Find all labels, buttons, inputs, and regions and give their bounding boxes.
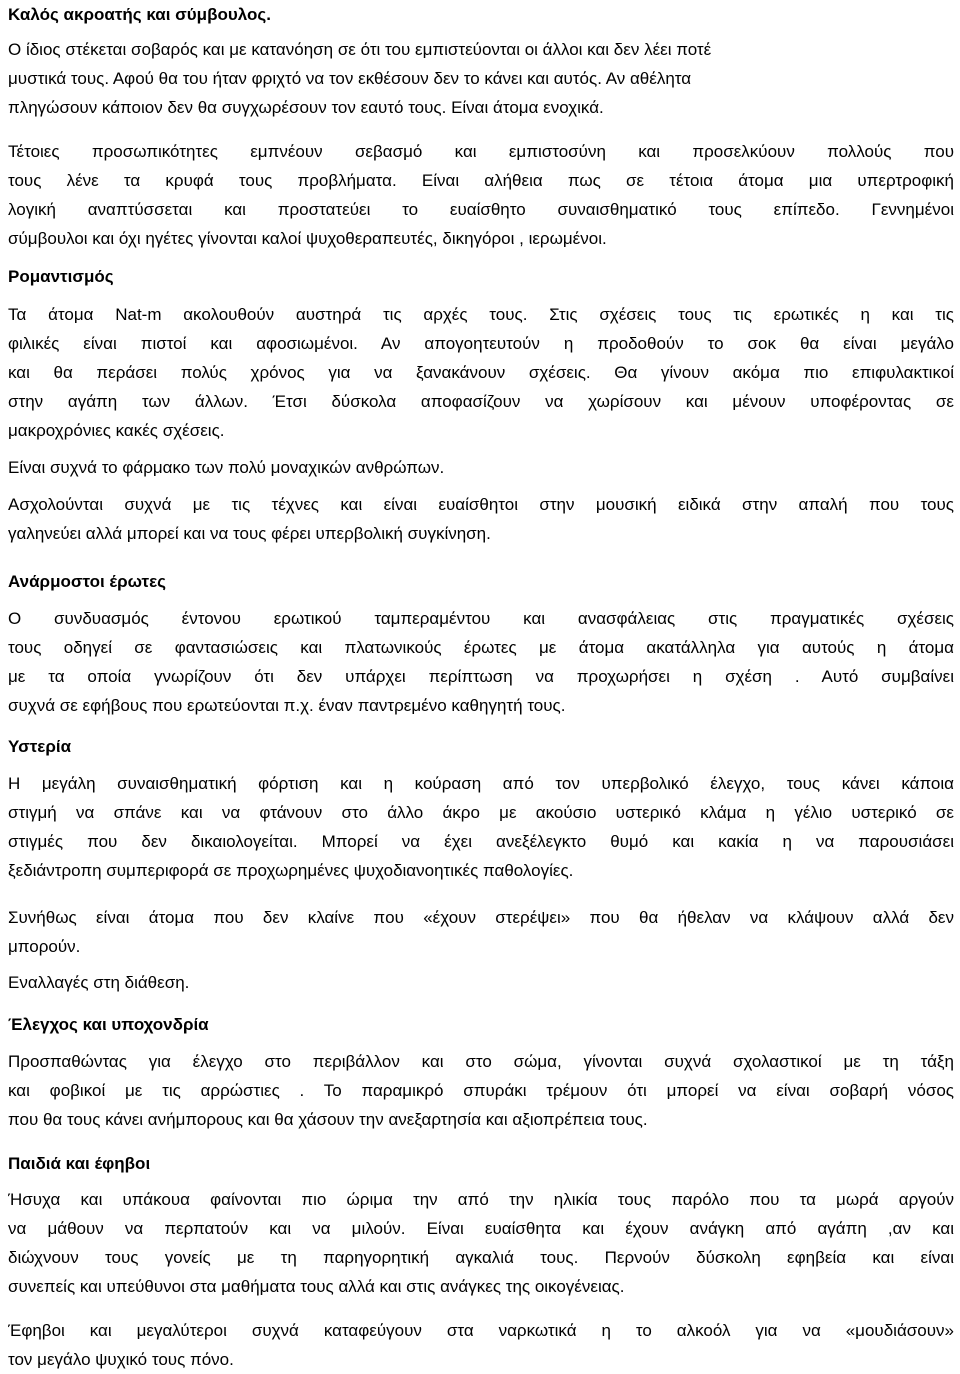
section-heading [8,567,954,596]
section-heading [8,1010,954,1039]
text-line: τους οδηγεί σε φαντασιώσεις και πλατωνικούς έρωτες με άτομα ακατάλληλα για αυτούς η άτομα [8,638,954,657]
section-heading [8,1149,954,1178]
text-line: συνεπείς και υπεύθυνοι στα μαθήματα τους αλλά και στις ανάγκες της οικογένειας. [8,1277,625,1296]
paragraph [8,453,954,482]
paragraph [8,1185,954,1301]
section-heading [8,0,954,29]
text-line: πληγώσουν κάποιον δεν θα συγχωρέσουν τον εαυτό τους. Είναι άτομα ενοχικά. [8,98,604,117]
text-line: Ασχολούνται συχνά με τις τέχνες και είναι ευαίσθητοι στην μουσική ειδικά στην απαλή που τους [8,495,954,514]
text-line: Είναι συχνά το φάρμακο των πολύ μοναχικών ανθρώπων. [8,458,445,477]
text-line: να μάθουν να περπατούν και να μιλούν. Είναι ευαίσθητα και έχουν ανάγκη από αγάπη ,αν και [8,1219,954,1238]
text-line: Καλός ακροατής και σύμβουλος. [8,5,271,24]
section-heading [8,262,954,291]
text-line: μακροχρόνιες κακές σχέσεις. [8,421,225,440]
text-line: στην αγάπη των άλλων. Έτσι δύσκολα αποφασίζουν να χωρίσουν και μένουν υποφέροντας σε [8,392,954,411]
text-line: Υστερία [8,737,72,756]
text-line: στιγμές που δεν δικαιολογείται. Μπορεί να έχει ανεξέλεγκτο θυμό και κακία η να παρουσιάσει [8,832,954,851]
paragraph [8,300,954,445]
paragraph [8,903,954,961]
text-line: Η μεγάλη συναισθηματική φόρτιση και η κούραση από τον υπερβολικό έλεγχο, τους κάνει κάποια [8,774,954,793]
text-line: Τέτοιες προσωπικότητες εμπνέουν σεβασμό και εμπιστοσύνη και προσελκύουν πολλούς που [8,142,954,161]
text-line: Εναλλαγές στη διάθεση. [8,973,190,992]
paragraph [8,968,954,997]
text-line: Ρομαντισμός [8,267,114,286]
text-line: και φοβικοί με τις αρρώστιες . Το παραμικρό σπυράκι τρέμουν ότι μπορεί να είναι σοβαρή νόσος [8,1081,954,1100]
text-line: Συνήθως είναι άτομα που δεν κλαίνε πoυ «έχουν στερέψει» που θα ήθελαν να κλάψουν αλλά δεν [8,908,954,927]
paragraph [8,490,954,548]
text-line: φιλικές είναι πιστοί και αφοσιωμένοι. Αν απογοητευτούν η προδοθούν το σοκ θα είναι μεγάλο [8,334,954,353]
text-line: διώχνουν τους γονείς με τη παρηγορητική αγκαλιά τους. Περνούν δύσκολη εφηβεία και είναι [8,1248,954,1267]
text-line: Ο ίδιος στέκεται σοβαρός και με κατανόηση σε ότι του εμπιστεύονται οι άλλοι και δεν λέει ποτέ [8,40,712,59]
text-line: ξεδιάντροπη συμπεριφορά σε προχωρημένες ψυχοδιανοητικές παθολογίες. [8,861,574,880]
paragraph [8,769,954,885]
text-line: που θα τους κάνει ανήμπορους και θα χάσουν την ανεξαρτησία και αξιοπρέπεια τους. [8,1110,648,1129]
text-line: Έλεγχος και υποχονδρία [8,1015,209,1034]
paragraph [8,604,954,720]
text-line: σύμβουλοι και όχι ηγέτες γίνονται καλοί ψυχοθεραπευτές, δικηγόροι , ιερωμένοι. [8,229,607,248]
text-line: στιγμή να σπάνε και να φτάνουν στο άλλο άκρο με ακούσιο υστερικό κλάμα η γέλιο υστερικό σε [8,803,954,822]
text-line: με τα οποία γνωρίζουν ότι δεν υπάρχει περίπτωση να προχωρήσει η σχέση . Αυτό συμβαίνει [8,667,954,686]
text-line: Έφηβοι και μεγαλύτεροι συχνά καταφεύγουν στα ναρκωτικά η το αλκοόλ για να «μουδιάσουν» [8,1321,954,1340]
section-heading [8,732,954,761]
text-line: και θα περάσει πολύς χρόνος για να ξανακάνουν σχέσεις. Θα γίνουν ακόμα πιο επιφυλακτικοί [8,363,954,382]
text-line: μπορούν. [8,937,81,956]
paragraph [8,35,954,122]
text-line: συχνά σε εφήβους που ερωτεύονται π.χ. έναν παντρεμένο καθηγητή τους. [8,696,566,715]
paragraph [8,1316,954,1374]
text-line: Τα άτομα Nat-m ακολουθούν αυστηρά τις αρχές τους. Στις σχέσεις τους τις ερωτικές η και τις [8,305,954,324]
text-line: Προσπαθώντας για έλεγχο στο περιβάλλον και στο σώμα, γίνονται συχνά σχολαστικοί με τη τάξη [8,1052,954,1071]
text-line: Ήσυχα και υπάκουα φαίνονται πιο ώριμα την από την ηλικία τους παρόλο που τα μωρά αργούν [8,1190,954,1209]
text-line: τον μεγάλο ψυχικό τους πόνο. [8,1350,234,1369]
text-line: γαληνεύει αλλά μπορεί και να τους φέρει υπερβολική συγκίνηση. [8,524,491,543]
text-line: λογική αναπτύσσεται και προστατεύει το ευαίσθητο συναισθηματικό τους επίπεδο. Γεννημένοι [8,200,954,219]
text-line: Ανάρμοστοι έρωτες [8,572,166,591]
text-line: Παιδιά και έφηβοι [8,1154,151,1173]
text-line: μυστικά τους. Αφού θα του ήταν φριχτό να τον εκθέσουν δεν το κάνει και αυτός. Αν αθέλητα [8,69,692,88]
text-line: τους λένε τα κρυφά τους προβλήματα. Είναι αλήθεια πως σε τέτοια άτομα μια υπερτροφική [8,171,954,190]
paragraph [8,137,954,253]
paragraph [8,1047,954,1134]
text-line: Ο συνδυασμός έντονου ερωτικού ταμπεραμέντου και ανασφάλειας στις πραγματικές σχέσεις [8,609,954,628]
